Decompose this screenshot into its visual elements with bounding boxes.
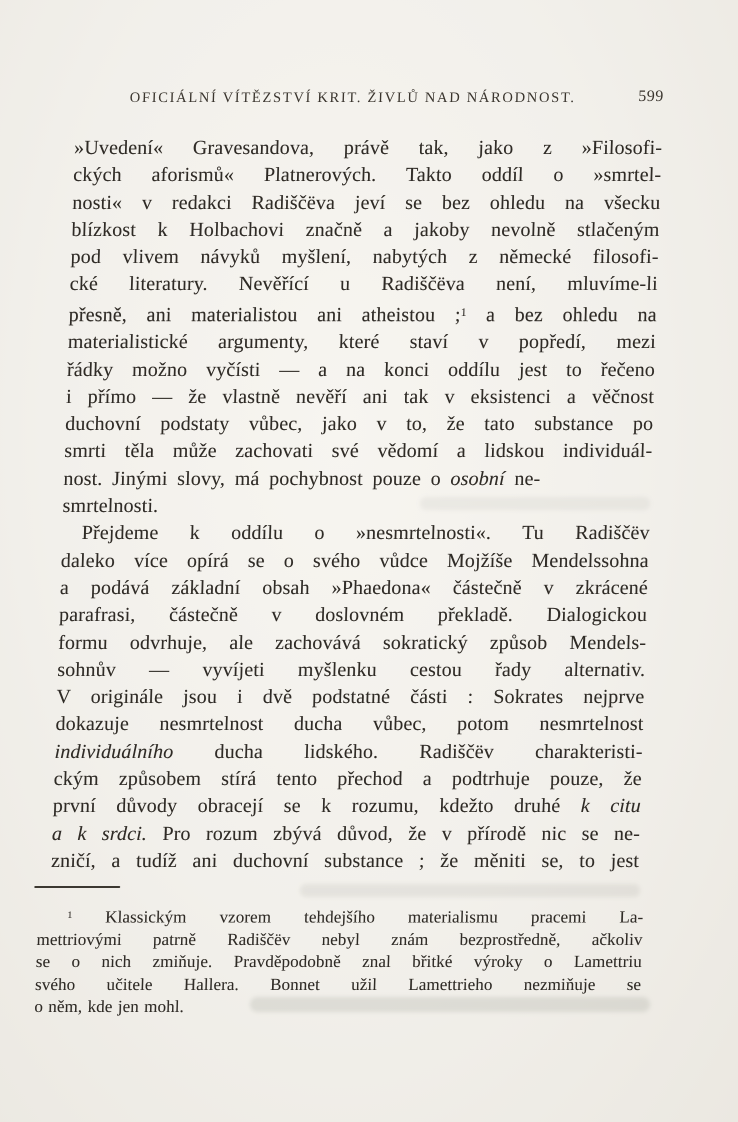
text-line: ckým způsobem stírá tento přechod a podtrhuje pouze, že (53, 768, 643, 791)
text-line: zničí, a tudíž ani duchovní substance ; že měniti se, to jest (50, 849, 640, 872)
text-line: smrti těla může zachovati své vědomí a lidskou individuál- (63, 440, 653, 463)
text-line: a k srdci. Pro rozum zbývá důvod, že v přírodě nic se ne- (51, 822, 641, 845)
running-header-title: OFICIÁLNÍ VÍTĚZSTVÍ KRIT. ŽIVLŮ NAD NÁRODNOST. (129, 90, 576, 106)
text-line: přesně, ani materialistou ani atheistou ;$^1$ a bez ohledu na (68, 304, 658, 326)
ink-smudge (420, 497, 650, 510)
text-line: pod vlivem návyků myšlení, nabytých z německé filosofi- (70, 246, 659, 269)
footnote-rule (34, 886, 120, 888)
text-line: Přejdeme k oddílu o »nesmrtelnosti«. Tu Radiščëv (81, 522, 651, 545)
text-line: sohnův — vyvíjeti myšlenku cestou řady alternativ. (56, 658, 646, 681)
text-line: cké literatury. Nevěřící u Radiščëva není, mluvíme-li (69, 273, 659, 296)
text-line: nost. Jinými slovy, má pochybnost pouze o osobní ne- (63, 467, 541, 490)
text-line: první důvody obracejí se k rozumu, kdežto druhé k citu (52, 795, 642, 818)
text-line: se o nich zmiňuje. Pravděpodobně znal břitké výroky o Lamettriu (35, 952, 643, 972)
text-line: ckých aforismů« Platnerových. Takto oddíl o »smrtel- (72, 164, 662, 187)
text-line: individuálního ducha lidského. Radiščëv charakteristi- (54, 740, 643, 763)
text-line: formu odvrhuje, ale zachovává sokratický způsob Mendels- (57, 631, 647, 654)
text-line: řádky možno vyčísti — a na konci oddílu jest to řečeno (66, 358, 656, 381)
text-line: a podává základní obsah »Phaedona« částečně v zkrácené (59, 576, 649, 599)
page-number: 599 (638, 88, 665, 105)
text-line: smrtelnosti. (62, 495, 159, 518)
text-line: blízkost k Holbachovi značně a jakoby nevolně stlačeným (71, 218, 660, 241)
text-line: V originále jsou i dvě podstatné části : Sokrates nejprve (56, 686, 645, 709)
text-line: dokazuje nesmrtelnost ducha vůbec, potom nesmrtelnost (55, 713, 644, 736)
text-line: parafrasi, částečně v doslovném překladě. Dialogickou (58, 604, 648, 627)
text-line: »Uvedení« Gravesandova, právě tak, jako z »Filosofi- (73, 137, 663, 159)
text-line: duchovní podstaty vůbec, jako v to, že tato substance po (64, 413, 654, 436)
text-line: materialistické argumenty, které staví v popředí, mezi (67, 331, 657, 354)
text-line: o něm, kde jen mohl. (34, 997, 185, 1017)
text-line: svého učitele Hallera. Bonnet užil Lamettrieho nezmiňuje se (34, 974, 642, 994)
text-line: $^1$ Klassickým vzorem tehdejšího materialismu pracemi La- (67, 907, 644, 927)
running-header (75, 90, 664, 108)
text-line: nosti« v redakci Radiščëva jeví se bez ohledu na všecku (72, 191, 661, 214)
page-content (34, 88, 665, 1019)
ink-smudge (300, 884, 640, 897)
text-line: daleko více opírá se o svého vůdce Mojžíše Mendelssohna (60, 549, 650, 572)
text-line: mettriovými patrně Radiščëv nebyl znám bezprostředně, ačkoliv (36, 930, 643, 950)
ink-smudge (250, 997, 650, 1012)
text-line: i přímo — že vlastně nevěří ani tak v eksistenci a věčnost (65, 385, 655, 408)
